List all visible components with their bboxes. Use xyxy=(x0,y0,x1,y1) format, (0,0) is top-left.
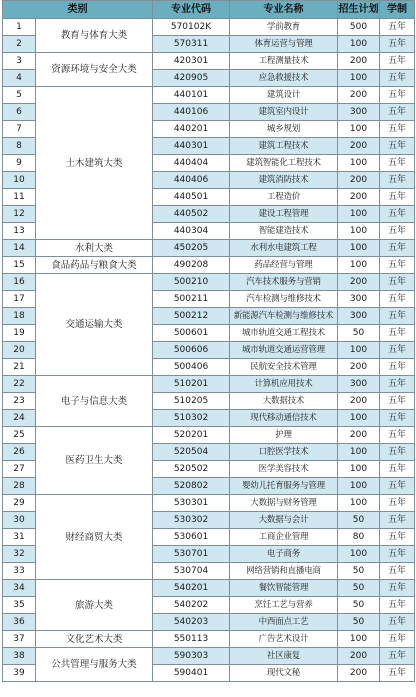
major-name: 城市轨道交通工程技术 xyxy=(230,325,338,342)
major-code: 510302 xyxy=(153,410,230,427)
study-duration: 五年 xyxy=(380,342,415,359)
study-duration: 五年 xyxy=(380,631,415,648)
major-name: 网络营销和直播电商 xyxy=(230,563,338,580)
row-number: 38 xyxy=(3,648,36,665)
row-number: 37 xyxy=(3,631,36,648)
major-name: 城市轨道交通运营管理 xyxy=(230,342,338,359)
major-code: 550113 xyxy=(153,631,230,648)
study-duration: 五年 xyxy=(380,70,415,87)
enrollment-plan: 100 xyxy=(338,631,380,648)
row-number: 10 xyxy=(3,172,36,189)
row-number: 11 xyxy=(3,189,36,206)
table-row xyxy=(3,376,415,393)
row-number: 23 xyxy=(3,393,36,410)
header-code: 专业代码 xyxy=(153,1,230,19)
category-cell: 医药卫生大类 xyxy=(36,427,153,495)
major-name: 计算机应用技术 xyxy=(230,376,338,393)
enrollment-plan: 200 xyxy=(338,665,380,682)
study-duration: 五年 xyxy=(380,291,415,308)
row-number: 5 xyxy=(3,87,36,104)
major-code: 540201 xyxy=(153,580,230,597)
major-code: 500210 xyxy=(153,274,230,291)
major-name: 婴幼儿托育服务与管理 xyxy=(230,478,338,495)
enrollment-plan: 200 xyxy=(338,172,380,189)
enrollment-plan: 200 xyxy=(338,393,380,410)
major-name: 建筑智能化工程技术 xyxy=(230,155,338,172)
table-row xyxy=(3,631,415,648)
major-code: 440404 xyxy=(153,155,230,172)
major-code: 440304 xyxy=(153,223,230,240)
major-name: 大数据与财务管理 xyxy=(230,495,338,512)
major-name: 工商企业管理 xyxy=(230,529,338,546)
enrollment-plan: 50 xyxy=(338,614,380,631)
enrollment-plan: 100 xyxy=(338,444,380,461)
study-duration: 五年 xyxy=(380,36,415,53)
major-code: 510201 xyxy=(153,376,230,393)
enrollment-plan: 200 xyxy=(338,359,380,376)
major-code: 500601 xyxy=(153,325,230,342)
enrollment-plan: 200 xyxy=(338,87,380,104)
major-name: 现代文秘 xyxy=(230,665,338,682)
major-code: 440406 xyxy=(153,172,230,189)
major-name: 工程测量技术 xyxy=(230,53,338,70)
row-number: 13 xyxy=(3,223,36,240)
major-code: 440501 xyxy=(153,189,230,206)
row-number: 2 xyxy=(3,36,36,53)
major-code: 590303 xyxy=(153,648,230,665)
table-row xyxy=(3,427,415,444)
study-duration: 五年 xyxy=(380,546,415,563)
enrollment-plan: 100 xyxy=(338,36,380,53)
study-duration: 五年 xyxy=(380,393,415,410)
major-code: 530301 xyxy=(153,495,230,512)
enrollment-plan: 100 xyxy=(338,546,380,563)
major-name: 建筑工程技术 xyxy=(230,138,338,155)
enrollment-plan: 200 xyxy=(338,189,380,206)
row-number: 28 xyxy=(3,478,36,495)
row-number: 4 xyxy=(3,70,36,87)
row-number: 27 xyxy=(3,461,36,478)
major-name: 建筑室内设计 xyxy=(230,104,338,121)
category-cell: 文化艺术大类 xyxy=(36,631,153,648)
major-name: 医学美容技术 xyxy=(230,461,338,478)
enrollment-plan: 100 xyxy=(338,155,380,172)
study-duration: 五年 xyxy=(380,325,415,342)
table-row xyxy=(3,257,415,274)
table-row xyxy=(3,19,415,36)
major-name: 建设工程管理 xyxy=(230,206,338,223)
category-cell: 财经商贸大类 xyxy=(36,495,153,580)
major-name: 学前教育 xyxy=(230,19,338,36)
table-row xyxy=(3,87,415,104)
enrollment-plan: 200 xyxy=(338,648,380,665)
row-number: 29 xyxy=(3,495,36,512)
study-duration: 五年 xyxy=(380,529,415,546)
category-cell: 水利大类 xyxy=(36,240,153,257)
table-body xyxy=(3,19,415,682)
row-number: 33 xyxy=(3,563,36,580)
row-number: 31 xyxy=(3,529,36,546)
major-code: 440502 xyxy=(153,206,230,223)
major-name: 体育运营与管理 xyxy=(230,36,338,53)
row-number: 22 xyxy=(3,376,36,393)
row-number: 6 xyxy=(3,104,36,121)
major-name: 现代移动通信技术 xyxy=(230,410,338,427)
enrollment-plan: 80 xyxy=(338,529,380,546)
major-name: 应急救援技术 xyxy=(230,70,338,87)
row-number: 34 xyxy=(3,580,36,597)
study-duration: 五年 xyxy=(380,87,415,104)
enrollment-plan: 50 xyxy=(338,563,380,580)
study-duration: 五年 xyxy=(380,563,415,580)
row-number: 24 xyxy=(3,410,36,427)
major-code: 530701 xyxy=(153,546,230,563)
study-duration: 五年 xyxy=(380,376,415,393)
table-row xyxy=(3,580,415,597)
major-name: 工程造价 xyxy=(230,189,338,206)
major-name: 城乡规划 xyxy=(230,121,338,138)
row-number: 12 xyxy=(3,206,36,223)
row-number: 26 xyxy=(3,444,36,461)
study-duration: 五年 xyxy=(380,53,415,70)
major-code: 440201 xyxy=(153,121,230,138)
enrollment-plan: 100 xyxy=(338,121,380,138)
enrollment-plan: 500 xyxy=(338,19,380,36)
study-duration: 五年 xyxy=(380,461,415,478)
major-name: 中西面点工艺 xyxy=(230,614,338,631)
study-duration: 五年 xyxy=(380,308,415,325)
header-name: 专业名称 xyxy=(230,1,338,19)
study-duration: 五年 xyxy=(380,121,415,138)
major-name: 汽车技术服务与营销 xyxy=(230,274,338,291)
study-duration: 五年 xyxy=(380,359,415,376)
major-code: 520504 xyxy=(153,444,230,461)
enrollment-plan: 50 xyxy=(338,512,380,529)
row-number: 9 xyxy=(3,155,36,172)
major-code: 520802 xyxy=(153,478,230,495)
header-row xyxy=(3,1,415,19)
enrollment-plan: 100 xyxy=(338,461,380,478)
category-cell: 公共管理与服务大类 xyxy=(36,648,153,682)
major-name: 建筑消防技术 xyxy=(230,172,338,189)
enrollment-plan: 200 xyxy=(338,138,380,155)
enrollment-plan: 200 xyxy=(338,53,380,70)
major-code: 500211 xyxy=(153,291,230,308)
enrollment-plan: 200 xyxy=(338,427,380,444)
row-number: 16 xyxy=(3,274,36,291)
enrollment-plan: 50 xyxy=(338,597,380,614)
header-duration: 学制 xyxy=(380,1,415,19)
major-code: 510205 xyxy=(153,393,230,410)
row-number: 14 xyxy=(3,240,36,257)
study-duration: 五年 xyxy=(380,495,415,512)
major-name: 民航安全技术管理 xyxy=(230,359,338,376)
row-number: 15 xyxy=(3,257,36,274)
enrollment-plan: 300 xyxy=(338,308,380,325)
enrollment-plan: 100 xyxy=(338,410,380,427)
row-number: 20 xyxy=(3,342,36,359)
row-number: 32 xyxy=(3,546,36,563)
study-duration: 五年 xyxy=(380,257,415,274)
study-duration: 五年 xyxy=(380,19,415,36)
enrollment-table xyxy=(2,0,415,682)
major-name: 新能源汽车检测与维修技术 xyxy=(230,308,338,325)
major-name: 建筑设计 xyxy=(230,87,338,104)
major-code: 440106 xyxy=(153,104,230,121)
major-name: 餐饮智能管理 xyxy=(230,580,338,597)
major-code: 500606 xyxy=(153,342,230,359)
study-duration: 五年 xyxy=(380,580,415,597)
category-cell: 旅游大类 xyxy=(36,580,153,631)
category-cell: 教育与体育大类 xyxy=(36,19,153,53)
table-row xyxy=(3,240,415,257)
major-code: 420905 xyxy=(153,70,230,87)
category-cell: 电子与信息大类 xyxy=(36,376,153,427)
major-name: 大数据技术 xyxy=(230,393,338,410)
row-number: 21 xyxy=(3,359,36,376)
table-row xyxy=(3,648,415,665)
category-cell: 资源环境与安全大类 xyxy=(36,53,153,87)
enrollment-plan: 50 xyxy=(338,325,380,342)
major-name: 口腔医学技术 xyxy=(230,444,338,461)
row-number: 19 xyxy=(3,325,36,342)
study-duration: 五年 xyxy=(380,189,415,206)
row-number: 7 xyxy=(3,121,36,138)
major-name: 智能建造技术 xyxy=(230,223,338,240)
major-code: 540203 xyxy=(153,614,230,631)
major-code: 530601 xyxy=(153,529,230,546)
row-number: 36 xyxy=(3,614,36,631)
study-duration: 五年 xyxy=(380,512,415,529)
major-code: 590401 xyxy=(153,665,230,682)
major-code: 540202 xyxy=(153,597,230,614)
row-number: 8 xyxy=(3,138,36,155)
major-name: 烹饪工艺与营养 xyxy=(230,597,338,614)
major-code: 440301 xyxy=(153,138,230,155)
study-duration: 五年 xyxy=(380,665,415,682)
major-name: 汽车检测与维修技术 xyxy=(230,291,338,308)
enrollment-plan: 200 xyxy=(338,274,380,291)
major-code: 520502 xyxy=(153,461,230,478)
study-duration: 五年 xyxy=(380,172,415,189)
major-name: 药品经营与管理 xyxy=(230,257,338,274)
study-duration: 五年 xyxy=(380,155,415,172)
major-name: 护理 xyxy=(230,427,338,444)
study-duration: 五年 xyxy=(380,444,415,461)
study-duration: 五年 xyxy=(380,138,415,155)
category-cell: 食品药品与粮食大类 xyxy=(36,257,153,274)
study-duration: 五年 xyxy=(380,478,415,495)
major-name: 电子商务 xyxy=(230,546,338,563)
study-duration: 五年 xyxy=(380,614,415,631)
table-row xyxy=(3,495,415,512)
study-duration: 五年 xyxy=(380,104,415,121)
major-code: 530704 xyxy=(153,563,230,580)
enrollment-plan: 100 xyxy=(338,223,380,240)
major-name: 社区康复 xyxy=(230,648,338,665)
major-code: 500212 xyxy=(153,308,230,325)
row-number: 35 xyxy=(3,597,36,614)
enrollment-plan: 50 xyxy=(338,580,380,597)
row-number: 25 xyxy=(3,427,36,444)
header-category: 类别 xyxy=(3,1,153,19)
study-duration: 五年 xyxy=(380,274,415,291)
category-cell: 交通运输大类 xyxy=(36,274,153,376)
study-duration: 五年 xyxy=(380,597,415,614)
enrollment-plan: 100 xyxy=(338,240,380,257)
category-cell: 土木建筑大类 xyxy=(36,87,153,240)
enrollment-plan: 100 xyxy=(338,206,380,223)
major-code: 420301 xyxy=(153,53,230,70)
major-code: 440101 xyxy=(153,87,230,104)
enrollment-plan: 100 xyxy=(338,257,380,274)
row-number: 39 xyxy=(3,665,36,682)
major-code: 450205 xyxy=(153,240,230,257)
major-name: 大数据与会计 xyxy=(230,512,338,529)
row-number: 1 xyxy=(3,19,36,36)
row-number: 18 xyxy=(3,308,36,325)
enrollment-plan: 100 xyxy=(338,70,380,87)
enrollment-plan: 300 xyxy=(338,376,380,393)
row-number: 3 xyxy=(3,53,36,70)
table-row xyxy=(3,274,415,291)
major-name: 广告艺术设计 xyxy=(230,631,338,648)
major-code: 500406 xyxy=(153,359,230,376)
enrollment-plan: 300 xyxy=(338,291,380,308)
enrollment-plan: 100 xyxy=(338,495,380,512)
study-duration: 五年 xyxy=(380,223,415,240)
major-code: 530302 xyxy=(153,512,230,529)
enrollment-plan: 100 xyxy=(338,478,380,495)
study-duration: 五年 xyxy=(380,240,415,257)
study-duration: 五年 xyxy=(380,427,415,444)
major-code: 520201 xyxy=(153,427,230,444)
major-code: 570102K xyxy=(153,19,230,36)
study-duration: 五年 xyxy=(380,410,415,427)
enrollment-plan: 100 xyxy=(338,342,380,359)
major-name: 水利水电建筑工程 xyxy=(230,240,338,257)
major-code: 570311 xyxy=(153,36,230,53)
enrollment-plan: 300 xyxy=(338,104,380,121)
study-duration: 五年 xyxy=(380,648,415,665)
major-code: 490208 xyxy=(153,257,230,274)
table-row xyxy=(3,53,415,70)
row-number: 17 xyxy=(3,291,36,308)
header-plan: 招生计划 xyxy=(338,1,380,19)
study-duration: 五年 xyxy=(380,206,415,223)
row-number: 30 xyxy=(3,512,36,529)
